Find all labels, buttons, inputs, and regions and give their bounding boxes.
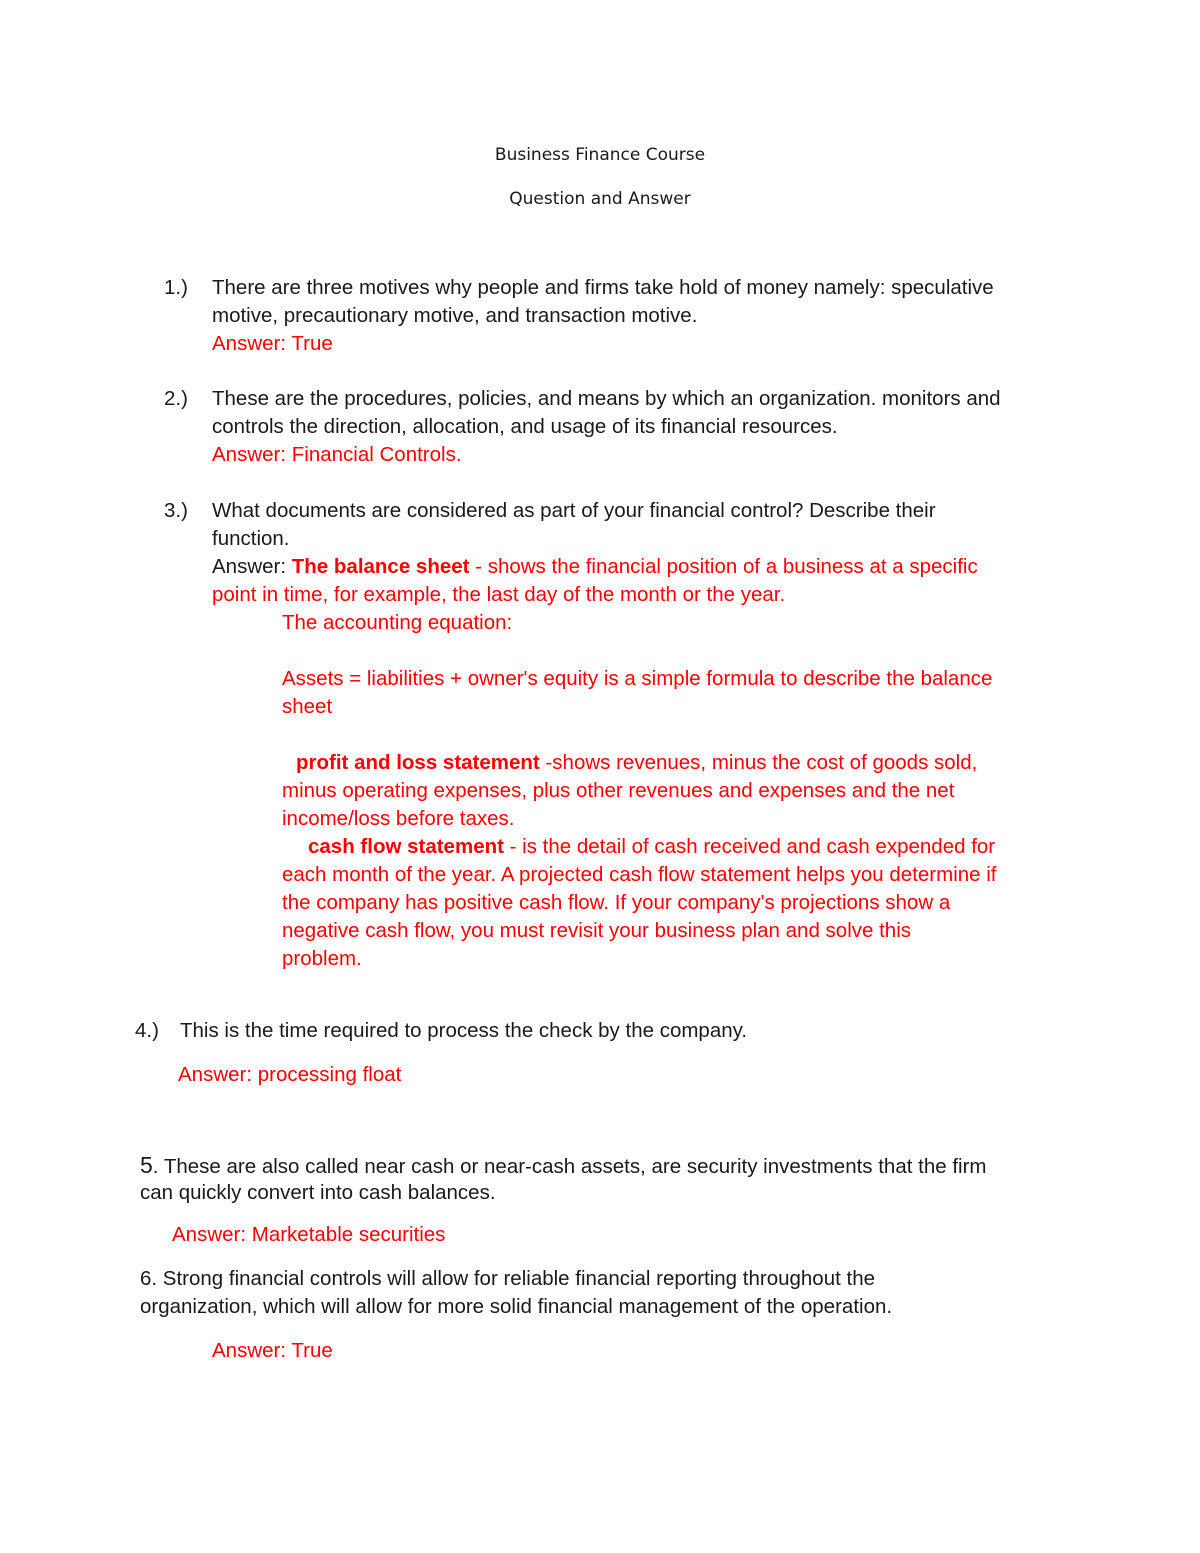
profit-loss-line-3: income/loss before taxes. [282, 807, 515, 830]
question-1-line-1: There are three motives why people and firms take hold of money namely: speculative [212, 276, 994, 299]
balance-sheet-description: - shows the financial position of a business at a specific [469, 555, 978, 578]
question-6-line-2: organization, which will allow for more solid financial management of the operation. [140, 1295, 893, 1318]
question-5-answer: Answer: Marketable securities [172, 1223, 446, 1246]
question-4-number: 4.) [135, 1019, 159, 1042]
cash-flow-line-4: negative cash flow, you must revisit your business plan and solve this [282, 919, 911, 942]
cash-flow-line-5: problem. [282, 947, 362, 970]
question-3-number: 3.) [164, 499, 188, 522]
question-6-line-1 [140, 1265, 875, 1293]
question-6-answer: Answer: True [212, 1339, 333, 1362]
cash-flow-line-3: the company has positive cash flow. If your company's projections show a [282, 891, 951, 914]
question-5-number: 5 [140, 1152, 153, 1178]
question-1-line-2: motive, precautionary motive, and transaction motive. [212, 304, 698, 327]
accounting-equation-label: The accounting equation: [282, 611, 513, 634]
question-4-text: This is the time required to process the check by the company. [180, 1019, 748, 1042]
question-6-number: 6. [140, 1267, 158, 1290]
balance-sheet-term: The balance sheet [291, 555, 470, 578]
question-2-line-1: These are the procedures, policies, and means by which an organization. monitors and [212, 387, 1001, 410]
profit-loss-term: profit and loss statement [296, 751, 540, 774]
question-4-answer: Answer: processing float [178, 1063, 402, 1086]
question-2-answer: Answer: Financial Controls. [212, 443, 462, 466]
profit-loss-description: -shows revenues, minus the cost of goods sold, [539, 751, 978, 774]
cash-flow-term: cash flow statement [308, 835, 504, 858]
question-5-line-1 [140, 1151, 986, 1181]
question-2-number: 2.) [164, 387, 188, 410]
accounting-equation-line-1: Assets = liabilities + owner's equity is a simple formula to describe the balance [282, 667, 993, 690]
accounting-equation-line-2: sheet [282, 695, 333, 718]
question-6-text: Strong financial controls will allow for reliable financial reporting throughout the [157, 1267, 875, 1290]
question-2-line-2: controls the direction, allocation, and usage of its financial resources. [212, 415, 838, 438]
cash-flow-line-1 [308, 833, 995, 861]
question-3-line-1: What documents are considered as part of your financial control? Describe their [212, 499, 936, 522]
question-3-line-2: function. [212, 527, 290, 550]
profit-loss-line-2: minus operating expenses, plus other revenues and expenses and the net [282, 779, 955, 802]
document-title: Business Finance Course [494, 145, 706, 165]
cash-flow-line-2: each month of the year. A projected cash flow statement helps you determine if [282, 863, 997, 886]
question-3-answer-line-1 [212, 553, 978, 581]
balance-sheet-description-cont: point in time, for example, the last day of the month or the year. [212, 583, 786, 606]
answer-prefix: Answer: [212, 555, 292, 578]
document-subtitle: Question and Answer [509, 189, 691, 209]
cash-flow-description: - is the detail of cash received and cash expended for [503, 835, 996, 858]
profit-loss-line-1 [296, 749, 977, 777]
question-1-answer: Answer: True [212, 332, 333, 355]
question-1-number: 1.) [164, 276, 188, 299]
question-5-line-2: can quickly convert into cash balances. [140, 1181, 496, 1204]
question-5-text: . These are also called near cash or near-cash assets, are security investments that the firm [152, 1155, 987, 1178]
